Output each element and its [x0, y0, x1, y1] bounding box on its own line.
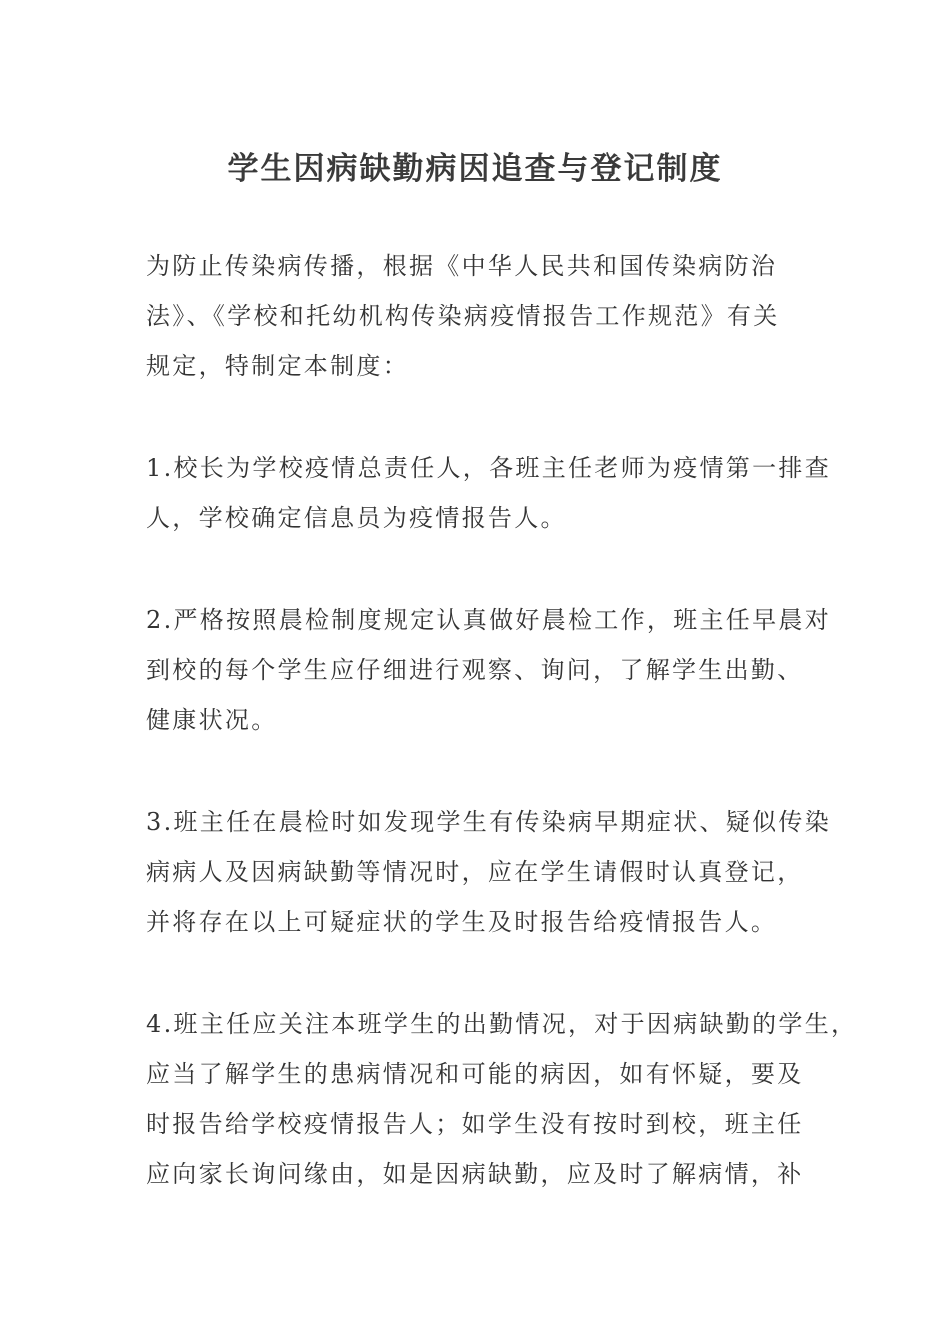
text-line: 到校的每个学生应仔细进行观察、询问，了解学生出勤、 — [146, 656, 804, 684]
text-line: 1.校长为学校疫情总责任人，各班主任老师为疫情第一排查 — [146, 454, 831, 482]
text-line: 人，学校确定信息员为疫情报告人。 — [146, 504, 567, 532]
document-body — [146, 241, 858, 1251]
text-line: 病病人及因病缺勤等情况时，应在学生请假时认真登记， — [146, 858, 804, 886]
text-line: 规定，特制定本制度： — [146, 352, 409, 380]
paragraph-item-1 — [146, 443, 836, 543]
paragraph-item-4 — [146, 999, 858, 1199]
paragraph-item-3 — [146, 797, 836, 947]
text-line: 3.班主任在晨检时如发现学生有传染病早期症状、疑似传染 — [146, 808, 831, 836]
text-line: 为防止传染病传播，根据《中华人民共和国传染病防治 — [146, 252, 778, 280]
text-line: 4.班主任应关注本班学生的出勤情况，对于因病缺勤的学生， — [146, 1010, 858, 1038]
text-line: 时报告给学校疫情报告人；如学生没有按时到校，班主任 — [146, 1110, 804, 1138]
paragraph-item-2 — [146, 595, 836, 745]
text-line: 并将存在以上可疑症状的学生及时报告给疫情报告人。 — [146, 908, 778, 936]
text-line: 应当了解学生的患病情况和可能的病因，如有怀疑，要及 — [146, 1060, 804, 1088]
document-title: 学生因病缺勤病因追查与登记制度 — [227, 150, 723, 187]
text-line: 法》、《学校和托幼机构传染病疫情报告工作规范》有关 — [146, 302, 780, 330]
paragraph-intro — [146, 241, 836, 391]
text-line: 健康状况。 — [146, 706, 278, 734]
text-line: 2.严格按照晨检制度规定认真做好晨检工作，班主任早晨对 — [146, 606, 831, 634]
text-line: 应向家长询问缘由，如是因病缺勤，应及时了解病情，补 — [146, 1160, 804, 1188]
